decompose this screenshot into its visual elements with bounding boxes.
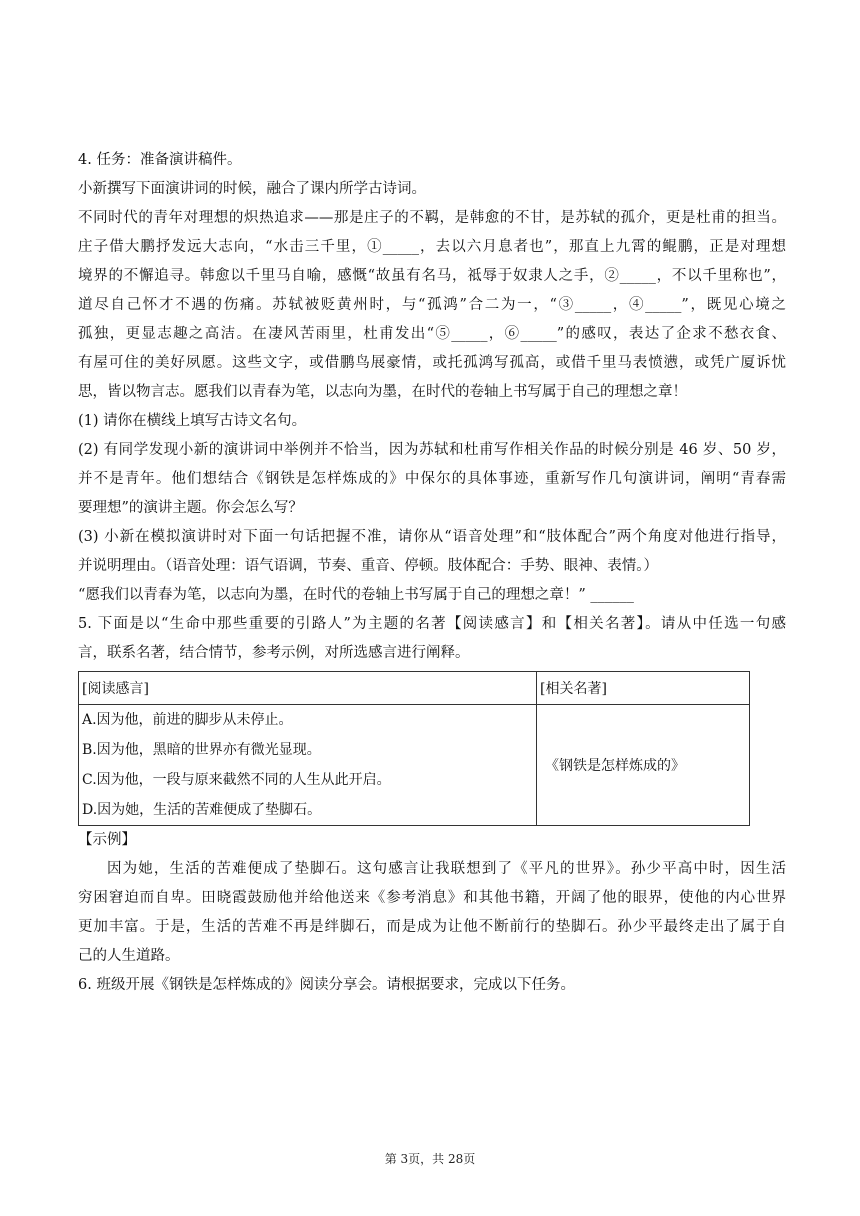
thought-option-a: A.因为他，前进的脚步从未停止。 [82, 712, 293, 728]
page-footer: 第 3页，共 28页 [384, 1152, 476, 1166]
q4-speech-line: 庄子借大鹏抒发远大志向，“水击三千里，①_____，去以六月息者也”，那直上九霄的鲲鹏，正是对理想 [78, 239, 786, 255]
example-line: 因为她，生活的苦难便成了垫脚石。这句感言让我联想到了《平凡的世界》。孙少平高中时，因生活 [107, 861, 786, 877]
q4-speech-line: 不同时代的青年对理想的炽热追求——那是庄子的不羁，是韩愈的不甘，是苏轼的孤介，更是杜甫的担当。 [78, 210, 786, 226]
q4-sub3-line: (3) 小新在模拟演讲时对下面一句话把握不准，请你从“语音处理”和“肢体配合”两个角度对他进行指导， [78, 529, 786, 545]
example-line: 穷困窘迫而自卑。田晓霞鼓励他并给他送来《参考消息》和其他书籍，开阔了他的眼界，使他的内心世界 [78, 890, 786, 906]
q5-stem-line: 言，联系名著，结合情节，参考示例，对所选感言进行阐释。 [78, 645, 470, 661]
thought-option-b: B.因为他，黑暗的世界亦有微光显现。 [82, 742, 321, 758]
q4-speech-line: 思，皆以物言志。愿我们以青春为笔，以志向为墨，在时代的卷轴上书写属于自己的理想之章！ [78, 384, 687, 400]
thought-options-cell [79, 705, 537, 826]
q4-sub2-line: 并不是青年。他们想结合《钢铁是怎样炼成的》中保尔的具体事迹，重新写作几句演讲词，阐明“青春需 [78, 471, 786, 487]
q4-speech-line: 孤独，更显志趣之高洁。在凄风苦雨里，杜甫发出“⑤_____，⑥_____”的感叹，表达了企求不愁衣食、 [78, 326, 786, 342]
q4-sub3-line: 并说明理由。（语音处理：语气语调，节奏、重音、停顿。肢体配合：手势、眼神、表情。） [78, 558, 658, 574]
reading-table [78, 671, 750, 826]
example-label: 【示例】 [78, 832, 136, 848]
related-book-title: 《钢铁是怎样炼成的》 [537, 705, 750, 826]
example-line: 己的人生道路。 [78, 948, 180, 964]
example-line: 更加丰富。于是，生活的苦难不再是绊脚石，而是成为让他不断前行的垫脚石。孙少平最终走出了属于自 [78, 919, 786, 935]
table-header-related-works: [相关名著] [537, 672, 750, 705]
table-header-reading-thoughts: [阅读感言] [79, 672, 537, 705]
document-page [78, 146, 786, 1000]
thought-option-d: D.因为她，生活的苦难便成了垫脚石。 [82, 802, 322, 818]
q4-speech-line: 道尽自己怀才不遇的伤痛。苏轼被贬黄州时，与“孤鸿”合二为一，“③_____，④_____”，既见心境之 [78, 297, 786, 313]
q4-title: 4. 任务：准备演讲稿件。 [78, 152, 242, 168]
q4-sub3-quote: “愿我们以青春为笔，以志向为墨，在时代的卷轴上书写属于自己的理想之章！” ______ [78, 587, 634, 603]
q4-intro: 小新撰写下面演讲词的时候，融合了课内所学古诗词。 [78, 181, 426, 197]
q4-speech-line: 境界的不懈追寻。韩愈以千里马自喻，感慨“故虽有名马，祗辱于奴隶人之手，②_____，不以千里称也”， [78, 268, 786, 284]
q4-speech-line: 有屋可住的美好夙愿。这些文字，或借鹏鸟展豪情，或托孤鸿写孤高，或借千里马表愤懑，或凭广厦诉忧 [78, 355, 786, 371]
q6-title: 6. 班级开展《钢铁是怎样炼成的》阅读分享会。请根据要求，完成以下任务。 [78, 977, 575, 993]
q4-sub2-line: (2) 有同学发现小新的演讲词中举例并不恰当，因为苏轼和杜甫写作相关作品的时候分别是 46 岁、50 岁， [78, 442, 786, 458]
thought-option-c: C.因为他，一段与原来截然不同的人生从此开启。 [82, 772, 391, 788]
q5-stem-line: 5. 下面是以“生命中那些重要的引路人”为主题的名著【阅读感言】和【相关名著】。请从中任选一句感 [78, 616, 786, 632]
q4-sub2-line: 要理想”的演讲主题。你会怎么写？ [78, 500, 303, 516]
q4-sub1: (1) 请你在横线上填写古诗文名句。 [78, 413, 307, 429]
